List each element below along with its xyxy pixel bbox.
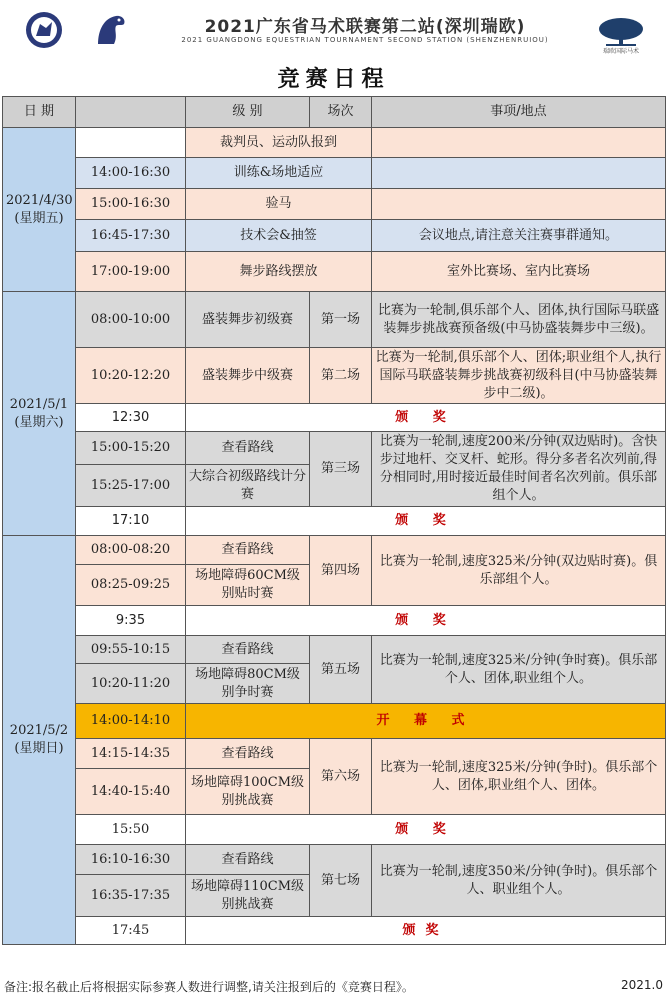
date-cell-day2: 2021/5/1 (星期六) [3, 292, 76, 536]
time-cell: 16:10-16:30 [76, 845, 186, 875]
table-row [3, 815, 666, 845]
date-cell-day3: 2021/5/2 (星期日) [3, 536, 76, 945]
time-cell: 15:00-15:20 [76, 432, 186, 465]
event-title: 2021广东省马术联赛第二站(深圳瑞欧) [204, 17, 526, 37]
level-cell: 查看路线 [186, 845, 310, 875]
matters-cell: 比赛为一轮制,俱乐部个人、团体,执行国际马联盛装舞步挑战赛预备级(中马协盛装舞步中三级)。 [372, 292, 666, 348]
round-cell: 第四场 [310, 536, 372, 606]
time-cell: 9:35 [76, 606, 186, 636]
level-cell: 盛装舞步中级赛 [186, 348, 310, 404]
level-cell: 查看路线 [186, 739, 310, 769]
time-cell: 14:40-15:40 [76, 769, 186, 815]
table-row [3, 348, 666, 404]
time-cell: 15:00-16:30 [76, 189, 186, 220]
award-cell: 颁 奖 [186, 507, 666, 536]
level-cell: 裁判员、运动队报到 [186, 128, 372, 158]
time-cell: 14:00-16:30 [76, 158, 186, 189]
award-cell: 颁 奖 [186, 815, 666, 845]
matters-cell: 室外比赛场、室内比赛场 [372, 252, 666, 292]
header-round: 场次 [310, 97, 372, 128]
page-header [0, 0, 667, 60]
association-emblem-icon [22, 10, 66, 50]
matters-cell: 比赛为一轮制,俱乐部个人、团体;职业组个人,执行国际马联盛装舞步挑战赛初级科目(中马协盛装舞步中二级)。 [372, 348, 666, 404]
level-cell: 查看路线 [186, 432, 310, 465]
level-cell: 场地障碍100CM级别挑战赛 [186, 769, 310, 815]
time-cell: 16:35-17:35 [76, 875, 186, 917]
table-row [3, 252, 666, 292]
time-cell: 15:25-17:00 [76, 465, 186, 507]
round-cell: 第二场 [310, 348, 372, 404]
date-cell-day1: 2021/4/30 (星期五) [3, 128, 76, 292]
time-cell: 10:20-12:20 [76, 348, 186, 404]
opening-ceremony-cell: 开 幕 式 [186, 704, 666, 739]
table-row [3, 158, 666, 189]
time-cell: 14:15-14:35 [76, 739, 186, 769]
time-cell: 16:45-17:30 [76, 220, 186, 252]
time-cell: 08:00-10:00 [76, 292, 186, 348]
footer-note [4, 978, 663, 995]
time-cell: 17:00-19:00 [76, 252, 186, 292]
level-cell: 场地障碍110CM级别挑战赛 [186, 875, 310, 917]
table-header-row [3, 97, 666, 128]
time-cell: 12:30 [76, 404, 186, 432]
matters-cell: 比赛为一轮制,速度200米/分钟(双边贴时)。含快步过地杆、交叉杆、蛇形。得分多者名次列前,得分相同时,用时接近最佳时间者名次列前。俱乐部组个人。 [372, 432, 666, 507]
time-cell: 15:50 [76, 815, 186, 845]
level-cell: 舞步路线摆放 [186, 252, 372, 292]
event-title-english: 2021 GUANGDONG EQUESTRIAN TOURNAMENT SECOND STATION (SHENZHENRUIOU) [181, 36, 549, 44]
matters-cell: 会议地点,请注意关注赛事群通知。 [372, 220, 666, 252]
award-cell: 颁奖 [186, 917, 666, 945]
matters-cell: 比赛为一轮制,速度325米/分钟(争时赛)。俱乐部个人、团体,职业组个人。 [372, 636, 666, 704]
time-cell: 17:10 [76, 507, 186, 536]
schedule-table [2, 96, 666, 945]
table-row [3, 536, 666, 565]
table-row [3, 845, 666, 875]
table-row [3, 739, 666, 769]
time-cell: 14:00-14:10 [76, 704, 186, 739]
matters-cell: 比赛为一轮制,速度350米/分钟(争时)。俱乐部个人、职业组个人。 [372, 845, 666, 917]
matters-cell: 比赛为一轮制,速度325米/分钟(双边贴时赛)。俱乐部组个人。 [372, 536, 666, 606]
header-time [76, 97, 186, 128]
table-row [3, 432, 666, 465]
level-cell: 场地障碍80CM级别争时赛 [186, 664, 310, 704]
footer-note-text: 备注:报名截止后将根据实际参赛人数进行调整,请关注报到后的《竞赛日程》。 [4, 980, 414, 994]
header-date: 日 期 [3, 97, 76, 128]
level-cell: 盛装舞步初级赛 [186, 292, 310, 348]
time-cell: 10:20-11:20 [76, 664, 186, 704]
round-cell: 第五场 [310, 636, 372, 704]
level-cell: 技术会&抽签 [186, 220, 372, 252]
header-level: 级 别 [186, 97, 310, 128]
round-cell: 第六场 [310, 739, 372, 815]
table-row [3, 636, 666, 664]
table-row [3, 292, 666, 348]
club-logo-text: 瑞欧国际马术 [602, 48, 639, 55]
award-cell: 颁 奖 [186, 606, 666, 636]
round-cell: 第一场 [310, 292, 372, 348]
matters-cell: 比赛为一轮制,速度325米/分钟(争时)。俱乐部个人、团体,职业组个人、团体。 [372, 739, 666, 815]
horse-logo-icon [88, 10, 132, 50]
table-row [3, 507, 666, 536]
table-row [3, 220, 666, 252]
award-cell: 颁 奖 [186, 404, 666, 432]
time-cell: 08:00-08:20 [76, 536, 186, 565]
level-cell: 场地障碍60CM级别贴时赛 [186, 565, 310, 606]
time-cell: 08:25-09:25 [76, 565, 186, 606]
header-matters: 事项/地点 [372, 97, 666, 128]
round-cell: 第七场 [310, 845, 372, 917]
level-cell: 大综合初级路线计分赛 [186, 465, 310, 507]
level-cell: 训练&场地适应 [186, 158, 372, 189]
round-cell: 第三场 [310, 432, 372, 507]
table-row [3, 704, 666, 739]
table-row [3, 606, 666, 636]
page-title: 竞赛日程 [277, 67, 390, 92]
level-cell: 查看路线 [186, 636, 310, 664]
time-cell: 09:55-10:15 [76, 636, 186, 664]
table-row [3, 917, 666, 945]
table-row [3, 128, 666, 158]
table-row [3, 189, 666, 220]
table-row [3, 404, 666, 432]
level-cell: 查看路线 [186, 536, 310, 565]
time-cell: 17:45 [76, 917, 186, 945]
level-cell: 验马 [186, 189, 372, 220]
footer-year: 2021.0 [621, 978, 663, 992]
